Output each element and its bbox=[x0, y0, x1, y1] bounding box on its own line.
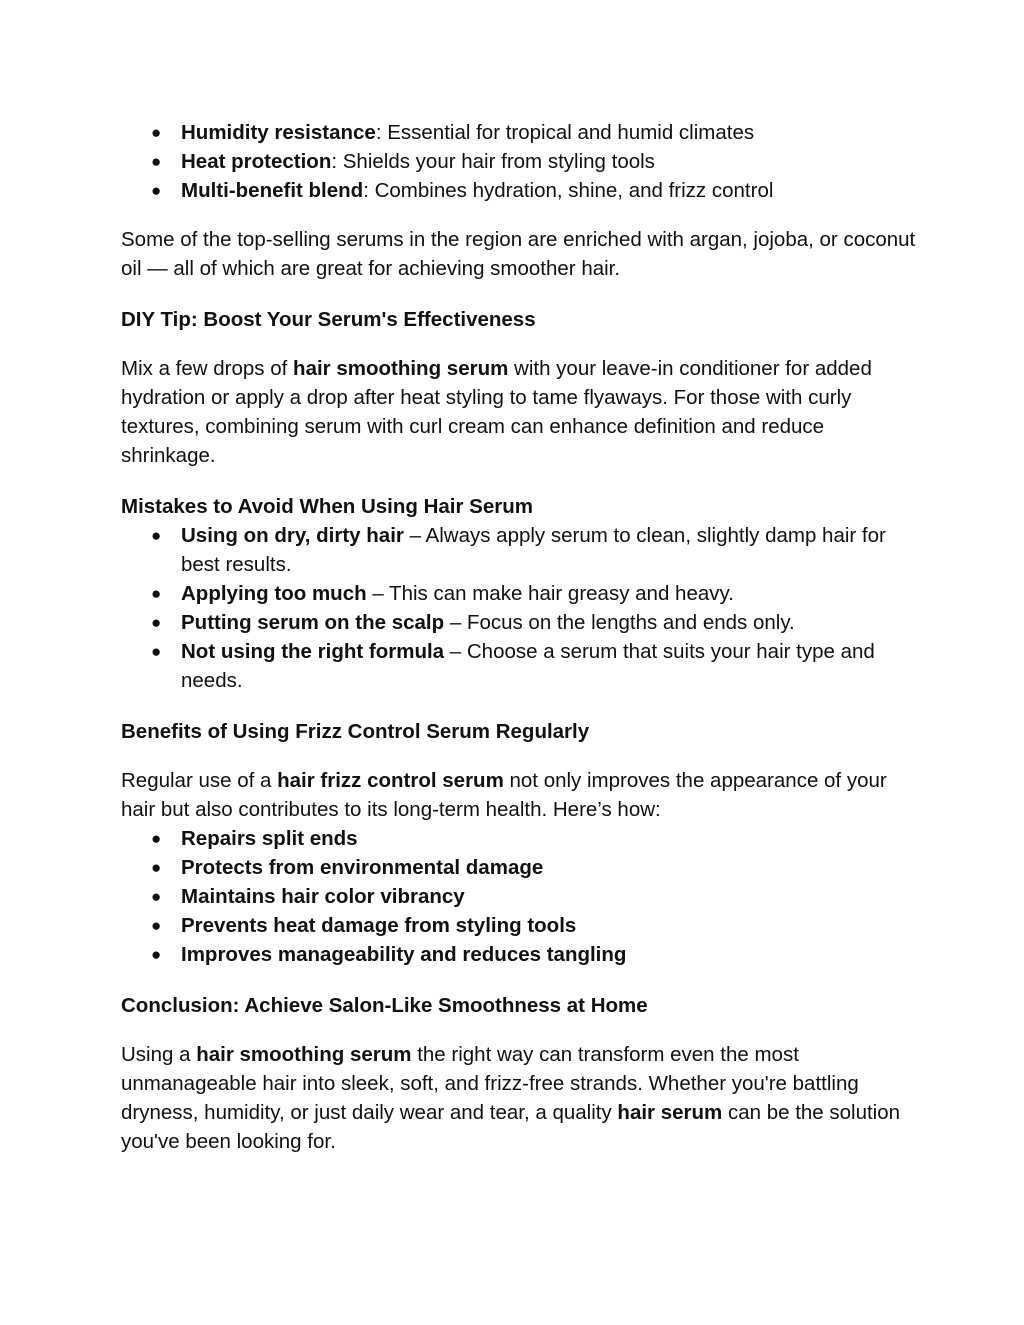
heading-benefits: Benefits of Using Frizz Control Serum Regularly bbox=[121, 720, 590, 743]
text-segment: Mix a few drops of bbox=[121, 357, 294, 380]
text-segment: the right way can transform even the most unmanageable hair into sleek, soft, and frizz-free strands. Whether you're battling dryness, humidity, or just daily wear and tear, a quality bbox=[121, 1043, 859, 1124]
bullet-icon: ● bbox=[151, 642, 162, 661]
bullet-icon: ● bbox=[151, 526, 162, 545]
bullet-icon: ● bbox=[151, 858, 162, 877]
list-item-text: : Essential for tropical and humid climates bbox=[375, 121, 755, 144]
text-segment: Regular use of a bbox=[121, 769, 278, 792]
paragraph-benefits bbox=[121, 766, 921, 824]
heading-conclusion: Conclusion: Achieve Salon-Like Smoothness at Home bbox=[121, 994, 648, 1017]
heading-diy-tip: DIY Tip: Boost Your Serum's Effectiveness bbox=[121, 308, 536, 331]
list-item-bold: Protects from environmental damage bbox=[181, 856, 544, 879]
list-item-bold: Applying too much bbox=[181, 582, 367, 605]
list-item bbox=[121, 940, 921, 969]
list-item-bold: Multi-benefit blend bbox=[181, 179, 364, 202]
list-item bbox=[121, 521, 921, 579]
text-bold: hair serum bbox=[617, 1101, 723, 1124]
heading-mistakes: Mistakes to Avoid When Using Hair Serum bbox=[121, 495, 533, 518]
list-item-bold: Putting serum on the scalp bbox=[181, 611, 445, 634]
list-item-text: : Shields your hair from styling tools bbox=[331, 150, 655, 173]
bullet-icon: ● bbox=[151, 181, 162, 200]
list-item-text: : Combines hydration, shine, and frizz control bbox=[363, 179, 774, 202]
text-segment: with your leave-in conditioner for added hydration or apply a drop after heat styling to tame flyaways. For those with curly textures, combining serum with curl cream can enhance definition and reduce shrinkage. bbox=[121, 357, 872, 467]
list-item bbox=[121, 608, 921, 637]
text-segment: not only improves the appearance of your hair but also contributes to its long-term health. Here’s how: bbox=[121, 769, 887, 821]
list-item-bold: Humidity resistance bbox=[181, 121, 376, 144]
list-item-bold: Prevents heat damage from styling tools bbox=[181, 914, 577, 937]
list-item bbox=[121, 911, 921, 940]
text-segment: can be the solution you've been looking for. bbox=[121, 1101, 901, 1153]
list-item-text: – Focus on the lengths and ends only. bbox=[444, 611, 795, 634]
paragraph-serums: Some of the top-selling serums in the region are enriched with argan, jojoba, or coconut oil — all of which are great for achieving smoother hair. bbox=[121, 228, 916, 280]
list-item bbox=[121, 147, 921, 176]
list-item bbox=[121, 579, 921, 608]
list-item-bold: Not using the right formula bbox=[181, 640, 445, 663]
benefits-list bbox=[121, 824, 921, 969]
list-item bbox=[121, 176, 921, 205]
list-item-bold: Improves manageability and reduces tangling bbox=[181, 943, 627, 966]
list-item bbox=[121, 824, 921, 853]
bullet-icon: ● bbox=[151, 945, 162, 964]
bullet-icon: ● bbox=[151, 916, 162, 935]
list-item-text: – Choose a serum that suits your hair type and needs. bbox=[181, 640, 875, 692]
bullet-icon: ● bbox=[151, 613, 162, 632]
list-item-bold: Using on dry, dirty hair bbox=[181, 524, 404, 547]
list-item bbox=[121, 853, 921, 882]
bullet-icon: ● bbox=[151, 123, 162, 142]
bullet-icon: ● bbox=[151, 152, 162, 171]
text-bold: hair frizz control serum bbox=[277, 769, 504, 792]
list-item bbox=[121, 882, 921, 911]
list-item bbox=[121, 637, 921, 695]
list-item-text: – This can make hair greasy and heavy. bbox=[366, 582, 734, 605]
mistakes-list bbox=[121, 521, 921, 695]
bullet-icon: ● bbox=[151, 887, 162, 906]
paragraph-conclusion bbox=[121, 1040, 921, 1156]
paragraph-diy-tip bbox=[121, 354, 921, 470]
bullet-icon: ● bbox=[151, 829, 162, 848]
document-page bbox=[121, 118, 921, 1156]
text-segment: Using a bbox=[121, 1043, 197, 1066]
list-item bbox=[121, 118, 921, 147]
feature-list bbox=[121, 118, 921, 205]
text-bold: hair smoothing serum bbox=[293, 357, 509, 380]
text-bold: hair smoothing serum bbox=[196, 1043, 412, 1066]
list-item-bold: Repairs split ends bbox=[181, 827, 358, 850]
bullet-icon: ● bbox=[151, 584, 162, 603]
list-item-bold: Heat protection bbox=[181, 150, 332, 173]
list-item-bold: Maintains hair color vibrancy bbox=[181, 885, 465, 908]
list-item-text: – Always apply serum to clean, slightly damp hair for best results. bbox=[181, 524, 886, 576]
